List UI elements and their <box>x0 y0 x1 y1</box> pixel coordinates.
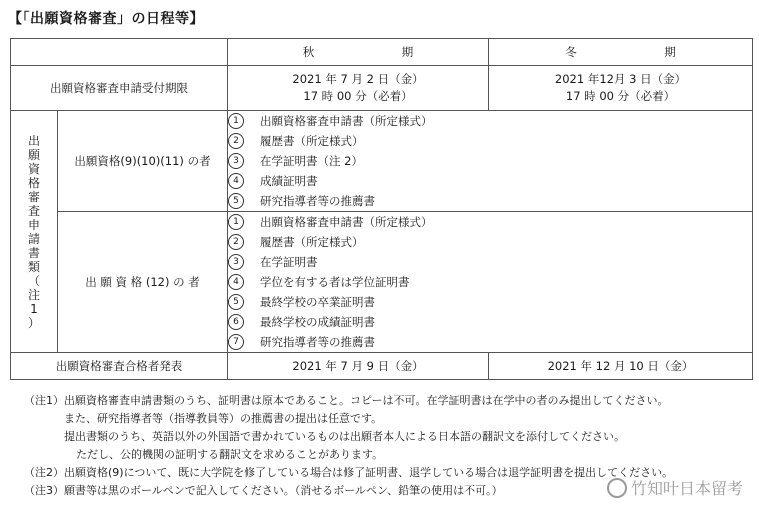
note-2: （注2）出願資格(9)について、既に大学院を修了している場合は修了証明書、退学している場合は退学証明書を提出してください。 <box>24 466 674 479</box>
list-item: 2 履歴書（所定様式） <box>228 131 752 151</box>
list-item: 1 出願資格審査申請書（所定様式） <box>228 111 752 131</box>
list-item: 4 成績証明書 <box>228 171 752 191</box>
winter-deadline-time: 17 時 00 分（必着） <box>565 89 676 103</box>
wechat-icon <box>607 478 627 498</box>
deadline-row <box>11 66 753 111</box>
note-3: （注3）願書等は黒のボールペンで記入してください。（消せるボールペン、鉛筆の使用は不可。） <box>24 484 503 497</box>
winter-result-date: 2021 年 12 月 10 日（金） <box>489 353 753 380</box>
list-item: 4 学位を有する者は学位証明書 <box>228 272 752 292</box>
winter-header: 冬 期 <box>489 39 753 66</box>
deadline-label: 出願資格審査申請受付期限 <box>11 66 228 111</box>
page-title: 【「出願資格審査」の日程等】 <box>8 11 204 27</box>
list-item: 5 研究指導者等の推薦書 <box>228 191 752 211</box>
schedule-table <box>10 38 753 380</box>
group2-doc-list <box>228 212 753 353</box>
winter-deadline-date: 2021 年12月 3 日（金） <box>554 72 687 86</box>
list-item: 3 在学証明書 <box>228 252 752 272</box>
group1-label: 出願資格(9)(10)(11) の者 <box>58 111 228 212</box>
result-label: 出願資格審査合格者発表 <box>11 353 228 380</box>
winter-deadline <box>489 66 753 111</box>
list-item: 7 研究指導者等の推薦書 <box>228 332 752 352</box>
watermark-text: 竹知叶日本留考 <box>630 479 743 498</box>
list-item: 2 履歴書（所定様式） <box>228 232 752 252</box>
result-row <box>11 353 753 380</box>
group1-doc-list <box>228 111 753 212</box>
note-1-continued: また、研究指導者等（指導教員等）の推薦書の提出は任意です。 <box>64 412 383 425</box>
autumn-result-date: 2021 年 7 月 9 日（金） <box>228 353 489 380</box>
note-1: （注1）出願資格審査申請書類のうち、証明書は原本であること。コピーは不可。在学証明書は在学中の者のみ提出してください。 <box>24 394 669 407</box>
autumn-deadline-date: 2021 年 7 月 2 日（金） <box>292 72 424 86</box>
autumn-header: 秋 期 <box>228 39 489 66</box>
list-item: 1 出願資格審査申請書（所定様式） <box>228 212 752 232</box>
watermark <box>607 476 743 499</box>
autumn-deadline <box>228 66 489 111</box>
note-1-translation: 提出書類のうち、英語以外の外国語で書かれているものは出願者本人による日本語の翻訳文を添付してください。 <box>64 430 625 443</box>
docs-row-group1 <box>11 111 753 212</box>
docs-vertical-label: 出 願 資 格 審 査 申 請 書 類 （ 注 1 ） <box>11 111 58 353</box>
note-1-translation-continued: ただし、公的機関の証明する翻訳文を求めることがあります。 <box>76 448 384 461</box>
header-blank <box>11 39 228 66</box>
list-item: 5 最終学校の卒業証明書 <box>228 292 752 312</box>
list-item: 3 在学証明書（注 2） <box>228 151 752 171</box>
group2-label: 出 願 資 格 (12) の 者 <box>58 212 228 353</box>
docs-row-group2 <box>11 212 753 353</box>
header-row <box>11 39 753 66</box>
autumn-deadline-time: 17 時 00 分（必着） <box>303 89 413 103</box>
list-item: 6 最終学校の成績証明書 <box>228 312 752 332</box>
